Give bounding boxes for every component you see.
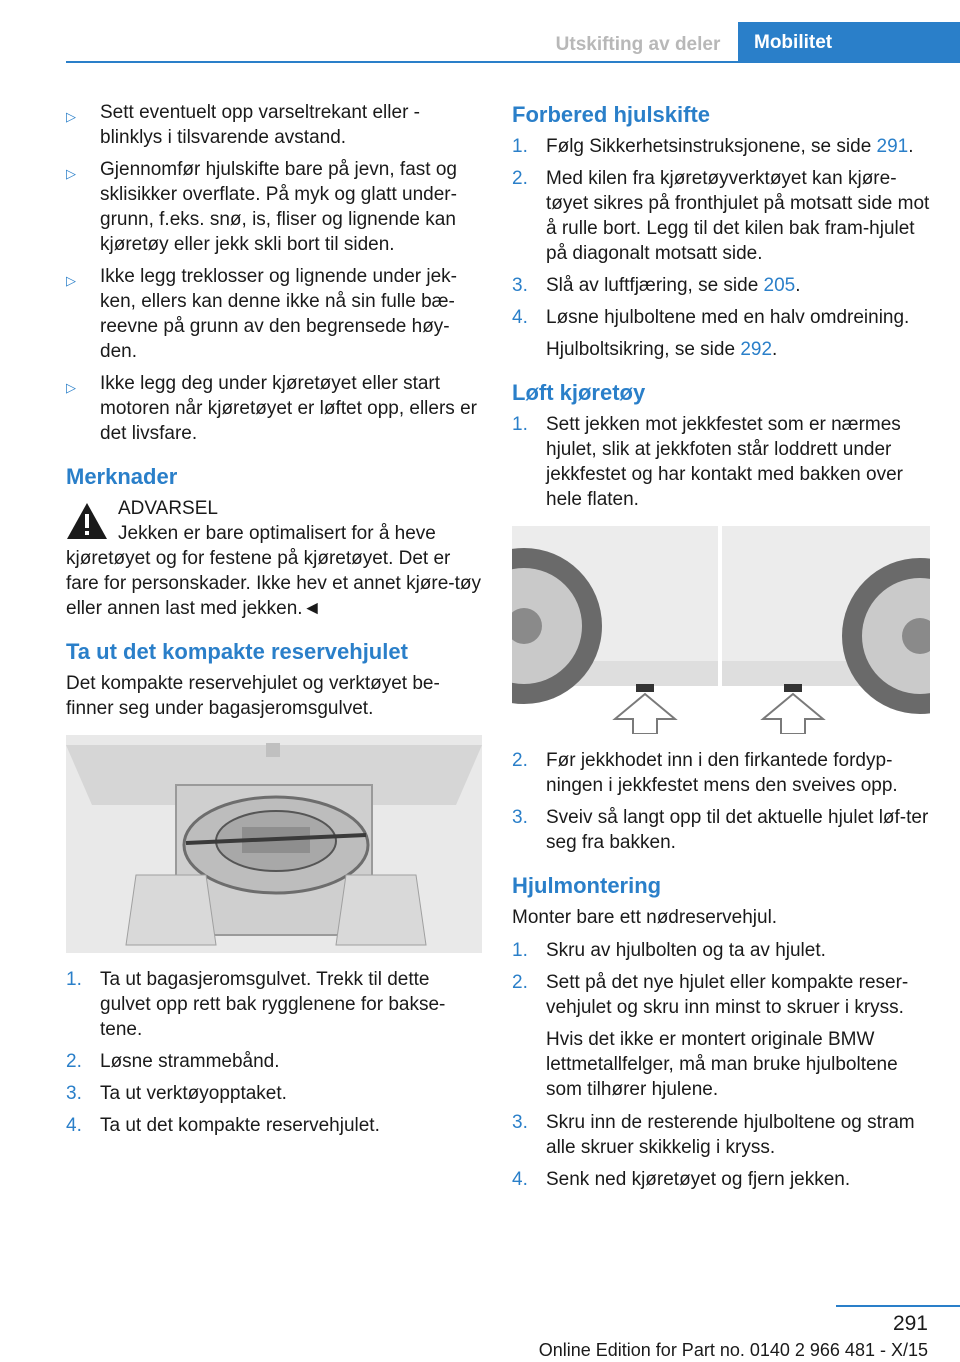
step-text: Før jekkhodet inn i den firkantede fordyp-ningen i jekkfestet mens den sveives opp. xyxy=(546,750,898,796)
page-number: 291 xyxy=(892,1312,928,1335)
step-note xyxy=(512,337,930,362)
right-column xyxy=(512,100,930,1199)
step-item xyxy=(512,805,930,855)
footer-rule xyxy=(836,1305,960,1307)
trunk-spare-wheel-image xyxy=(66,735,482,953)
step-item xyxy=(512,970,930,1020)
step-number: 1. xyxy=(512,940,528,961)
step-item xyxy=(66,1113,482,1138)
note-text-end: . xyxy=(772,339,778,360)
bullet-item xyxy=(66,264,482,364)
warning-title: ADVARSEL xyxy=(118,498,218,519)
chapter-tab[interactable]: Mobilitet xyxy=(738,22,960,63)
step-text: Ta ut det kompakte reservehjulet. xyxy=(100,1115,380,1136)
step-item xyxy=(512,748,930,798)
bullet-text: Ikke legg deg under kjøretøyet eller start motoren når kjøretøyet er løftet opp, ellers er det livsfare. xyxy=(100,373,477,444)
step-number: 2. xyxy=(512,972,528,993)
mount-heading: Hjulmontering xyxy=(512,873,662,898)
step-text: Med kilen fra kjøretøyverktøyet kan kjøre-tøyet sikres på fronthjulet på motsatt side mot å rulle bort. Legg til det kilen bak fram-hjulet på diagonalt motsatt side. xyxy=(546,168,930,264)
step-number: 1. xyxy=(512,136,528,157)
edition-text: Online Edition for Part no. 0140 2 966 481 - X/15 xyxy=(538,1340,928,1360)
step-item xyxy=(66,1081,482,1106)
page-link[interactable]: 292 xyxy=(740,339,773,360)
step-text: Løsne hjulboltene med en halv omdreining. xyxy=(546,307,910,328)
bullet-text: Gjennomfør hjulskifte bare på jevn, fast og sklisikker overflate. På myk og glatt under-grunn, f.eks. snø, is, fliser og lignende kan kjøretøy eller jekk skli bort til siden. xyxy=(100,159,457,255)
step-text: Sett på det nye hjulet eller kompakte reser-vehjulet og skru inn minst to skruer i kryss. xyxy=(546,972,909,1018)
step-text-end: . xyxy=(795,275,801,296)
step-text: Skru av hjulbolten og ta av hjulet. xyxy=(546,940,826,961)
triangle-bullet-icon: ▷ xyxy=(66,273,76,288)
step-item xyxy=(512,134,930,159)
step-number: 2. xyxy=(512,168,528,189)
warning-triangle-icon xyxy=(66,502,108,540)
step-number: 3. xyxy=(512,1112,528,1133)
notes-heading: Merknader xyxy=(66,464,178,489)
step-text: Ta ut verktøyopptaket. xyxy=(100,1083,287,1104)
step-item xyxy=(512,305,930,330)
step-number: 4. xyxy=(512,307,528,328)
step-text: Løsne strammebånd. xyxy=(100,1051,280,1072)
step-number: 3. xyxy=(66,1083,82,1104)
step-item xyxy=(512,412,930,512)
step-text: Skru inn de resterende hjulboltene og stram alle skruer skikkelig i kryss. xyxy=(546,1112,915,1158)
triangle-bullet-icon: ▷ xyxy=(66,166,76,181)
step-number: 4. xyxy=(512,1169,528,1190)
mount-intro: Monter bare ett nødreservehjul. xyxy=(512,907,778,928)
prep-heading: Forbered hjulskifte xyxy=(512,102,711,127)
section-tab[interactable]: Utskifting av deler xyxy=(555,33,721,55)
step-item xyxy=(66,967,482,1042)
triangle-bullet-icon: ▷ xyxy=(66,380,76,395)
step-number: 1. xyxy=(512,414,528,435)
step-number: 2. xyxy=(512,750,528,771)
bullet-text: Sett eventuelt opp varseltrekant eller - blinklys i tilsvarende avstand. xyxy=(100,102,421,148)
step-text-end: . xyxy=(908,136,914,157)
left-column xyxy=(66,100,482,1145)
step-number: 4. xyxy=(66,1115,82,1136)
jack-points-image xyxy=(512,526,930,734)
bullet-item xyxy=(66,371,482,446)
remove-intro: Det kompakte reservehjulet og verktøyet be-finner seg under bagasjeromsgulvet. xyxy=(66,673,440,719)
step-number: 2. xyxy=(66,1051,82,1072)
warning-block xyxy=(66,496,482,621)
page-link[interactable]: 205 xyxy=(763,275,796,296)
step-text: Sett jekken mot jekkfestet som er nærmes hjulet, slik at jekkfoten står loddrett under jekkfestet og har kontakt med bakken over hele flaten. xyxy=(546,414,903,510)
step-item xyxy=(512,938,930,963)
lift-heading: Løft kjøretøy xyxy=(512,380,646,405)
step-text: Følg Sikkerhetsinstruksjonene, se side xyxy=(546,136,877,157)
step-item xyxy=(512,1110,930,1160)
step-text: Senk ned kjøretøyet og fjern jekken. xyxy=(546,1169,851,1190)
step-item xyxy=(66,1049,482,1074)
step-text: Ta ut bagasjeromsgulvet. Trekk til dette gulvet opp rett bak rygglenene for bakse-tene. xyxy=(100,969,446,1040)
page-link[interactable]: 291 xyxy=(876,136,909,157)
step-number: 3. xyxy=(512,275,528,296)
step-note: Hvis det ikke er montert originale BMW lettmetallfelger, må man bruke hjulboltene som tilhører hjulene. xyxy=(546,1029,898,1100)
step-item xyxy=(512,1167,930,1192)
warning-text: Jekken er bare optimalisert for å heve kjøretøyet og for festene på kjøretøyet. Det er fare for personskader. Ikke hev et annet kjøre-tøy eller annen last med jekken.◄ xyxy=(66,523,482,619)
bullet-item xyxy=(66,100,482,150)
step-number: 3. xyxy=(512,807,528,828)
bullet-item xyxy=(66,157,482,257)
step-text: Slå av luftfjæring, se side xyxy=(546,275,764,296)
step-number: 1. xyxy=(66,969,82,990)
triangle-bullet-icon: ▷ xyxy=(66,109,76,124)
step-item xyxy=(512,166,930,266)
step-item xyxy=(512,273,930,298)
note-text: Hjulboltsikring, se side xyxy=(546,339,741,360)
remove-heading: Ta ut det kompakte reservehjulet xyxy=(66,639,408,664)
bullet-text: Ikke legg treklosser og lignende under jek-ken, ellers kan denne ikke nå sin fulle bæ-reevne på grunn av den begrensede høy-den. xyxy=(100,266,457,362)
step-text: Sveiv så langt opp til det aktuelle hjulet løf-ter seg fra bakken. xyxy=(546,807,929,853)
